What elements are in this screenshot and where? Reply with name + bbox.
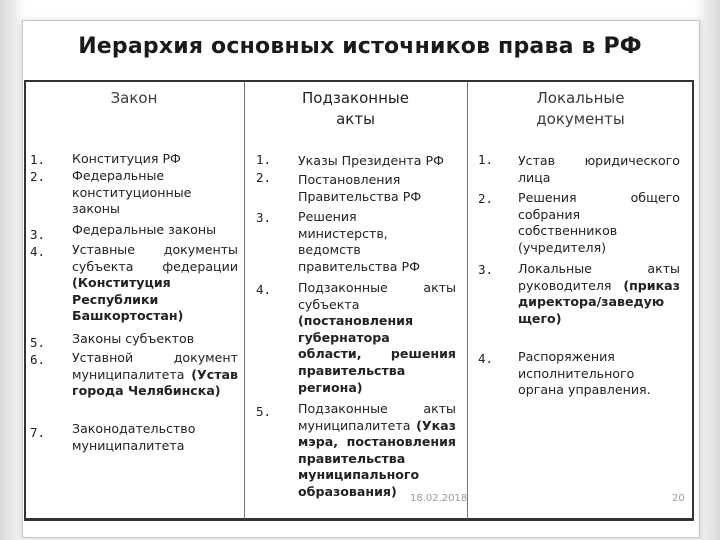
law-item-number: 3. <box>30 227 46 242</box>
bylaws-item-example: (постановления губернатора области, решения правительства региона) <box>298 313 456 395</box>
law-item-example: (Конституция Республики Башкортостан) <box>72 275 184 324</box>
law-item-text: Законы субъектов <box>72 331 195 346</box>
bylaws-item-text: Указы Президента РФ <box>298 153 444 168</box>
column-divider-2 <box>467 82 468 519</box>
bylaws-heading-line2: акты <box>336 110 375 128</box>
local-item <box>518 190 680 256</box>
law-item <box>72 222 238 239</box>
law-item-number: 2. <box>30 169 46 184</box>
law-item-text: Конституция РФ <box>72 151 181 166</box>
bylaws-item <box>298 401 456 501</box>
local-item-text: Решения общего собрания собственников (учредителя) <box>518 190 680 255</box>
law-item <box>72 242 238 325</box>
law-item-number: 5. <box>30 335 46 350</box>
slide-title: Иерархия основных источников права в РФ <box>78 34 642 59</box>
bylaws-item <box>298 280 456 396</box>
local-item-example: (приказ директора/заведую щего) <box>518 277 680 326</box>
bylaws-item-number: 2. <box>256 170 272 185</box>
bylaws-item-example: (Указ мэра, постановления правительства муниципального образования) <box>298 417 456 499</box>
bylaws-item-number: 5. <box>256 404 272 419</box>
law-item <box>72 168 212 218</box>
law-item-text: Уставные документы субъекта федерации <box>72 242 238 274</box>
local-item-number: 2. <box>478 191 494 206</box>
bylaws-item-text: Постановления Правительства РФ <box>298 172 422 204</box>
local-item-text: Распоряжения исполнительного органа управления. <box>518 349 651 398</box>
local-heading-line1: Локальные <box>536 89 625 107</box>
bylaws-item <box>298 172 448 205</box>
bylaws-item-text: Решения министерств, ведомств правительства РФ <box>298 209 420 274</box>
law-item-number: 1. <box>30 152 46 167</box>
local-item-number: 1. <box>478 152 494 167</box>
footer-date: 18.02.2018 <box>410 493 468 504</box>
law-item-number: 6. <box>30 352 46 367</box>
law-item <box>72 350 238 400</box>
law-item-text: Уставной документ муниципалитета <box>72 350 238 382</box>
bylaws-item-text: Подзаконные акты субъекта <box>298 280 456 312</box>
law-item-number: 4. <box>30 244 46 259</box>
law-item-example: (Устав города Челябинска) <box>72 366 238 399</box>
column-divider-1 <box>244 82 245 519</box>
law-item-text: Федеральные конституционные законы <box>72 168 192 217</box>
law-item <box>72 421 212 454</box>
local-item <box>518 153 680 186</box>
bylaws-item-number: 1. <box>256 152 272 167</box>
bylaws-heading-line1: Подзаконные <box>302 89 409 107</box>
local-item-number: 3. <box>478 262 494 277</box>
bylaws-item <box>298 209 448 275</box>
footer-page-number: 20 <box>672 493 685 504</box>
bylaws-item <box>298 153 462 170</box>
bylaws-column-heading <box>244 88 467 130</box>
bylaws-item-text: Подзаконные акты муниципалитета <box>298 401 456 433</box>
law-item-text: Федеральные законы <box>72 222 217 237</box>
local-item <box>518 261 680 327</box>
law-item-number: 7. <box>30 425 46 440</box>
bylaws-item-number: 4. <box>256 282 272 297</box>
local-item-text: Локальные акты руководителя <box>518 261 680 293</box>
local-item <box>518 349 680 399</box>
law-column-heading: Закон <box>110 89 158 107</box>
local-item-text: Устав юридического лица <box>518 153 680 185</box>
local-column-heading <box>467 88 694 130</box>
law-item-text: Законодательство муниципалитета <box>72 421 196 453</box>
local-heading-line2: документы <box>536 110 625 128</box>
law-item <box>72 331 238 348</box>
bylaws-item-number: 3. <box>256 210 272 225</box>
law-item <box>72 151 238 168</box>
local-item-number: 4. <box>478 351 494 366</box>
